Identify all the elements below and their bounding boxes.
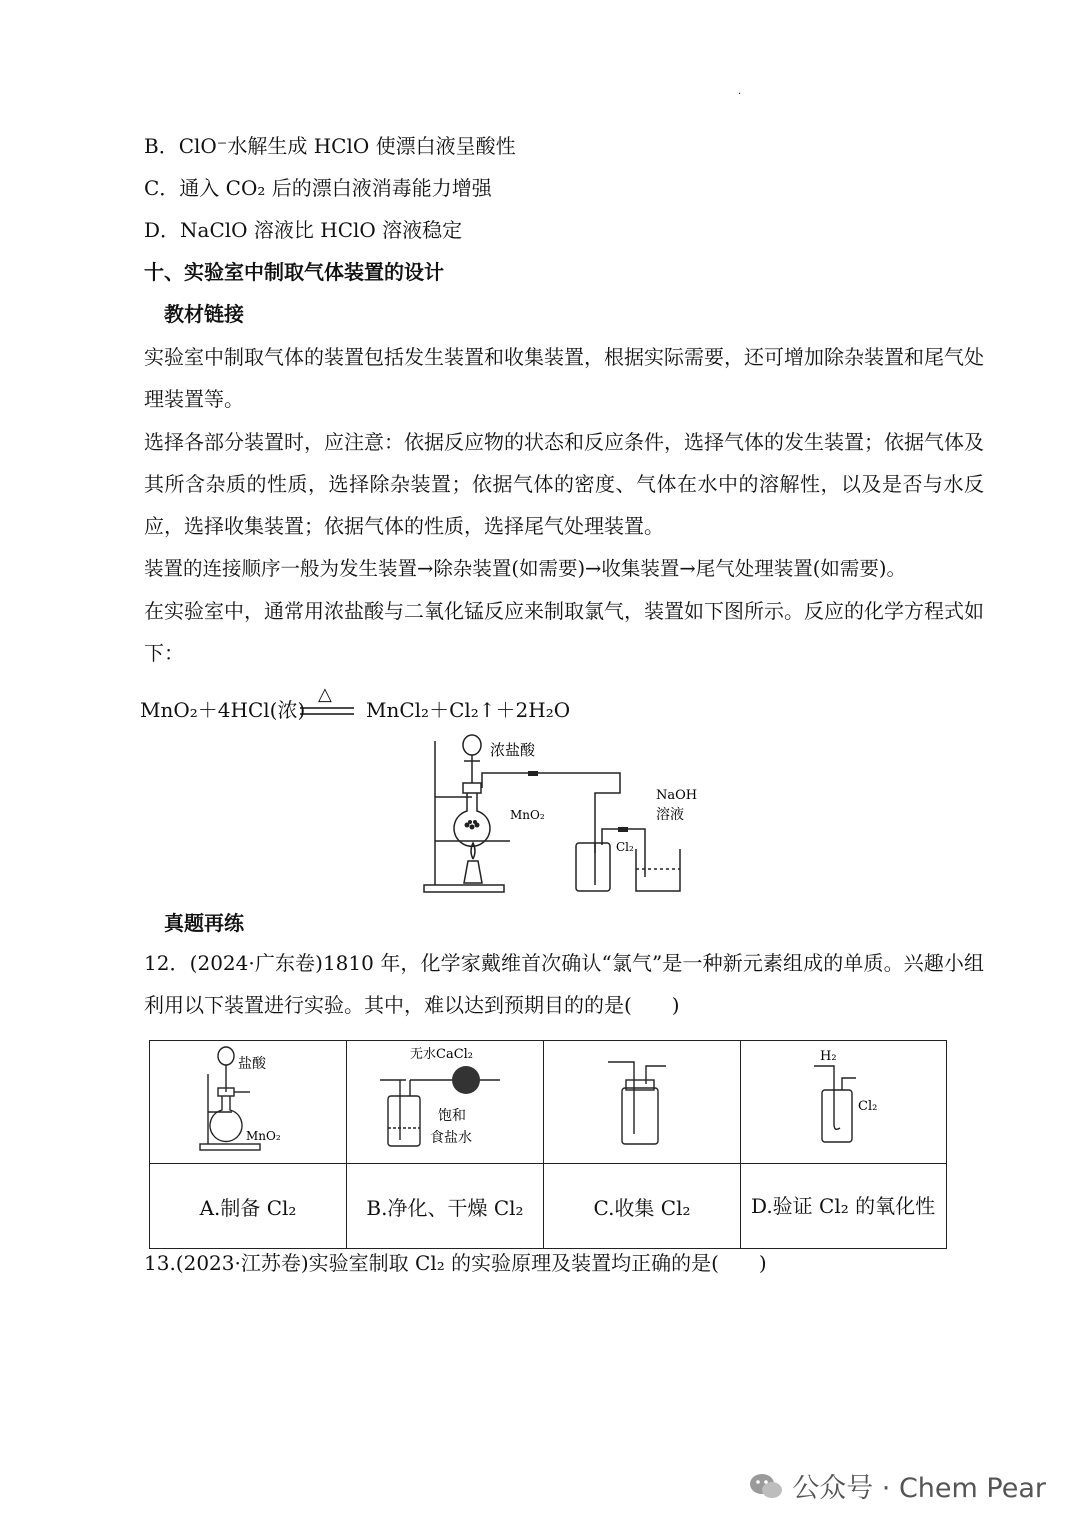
equation-condition: △ — [318, 684, 332, 705]
equation-left: MnO₂＋4HCl(浓) — [140, 698, 306, 722]
figure-label-solution: 溶液 — [656, 807, 684, 823]
apparatus-d-label-h2: H₂ — [819, 1048, 837, 1064]
watermark — [748, 1466, 1046, 1508]
paragraph-4-text: 在实验室中，通常用浓盐酸与二氧化锰反应来制取氯气，装置如下图所示。反应的化学方程式如下： — [144, 599, 984, 665]
figure-label-hcl: 浓盐酸 — [490, 741, 536, 759]
alcohol-lamp — [464, 861, 482, 883]
question-13: 13.(2023·江苏卷)实验室制取 Cl₂ 的实验原理及装置均正确的是( ) — [144, 1251, 767, 1275]
apparatus-b-image — [370, 1044, 520, 1156]
apparatus-d-label-cl2: Cl₂ — [857, 1098, 877, 1114]
apparatus-d-cell — [741, 1041, 947, 1164]
apparatus-c-cell — [544, 1041, 741, 1164]
paragraph-2-text: 选择各部分装置时，应注意：依据反应物的状态和反应条件，选择气体的发生装置；依据气体及其所含杂质的性质，选择除杂装置；依据气体的密度、气体在水中的溶解性，以及是否与水反应，选择收集装置；依据气体的性质，选择尾气处理装置。 — [144, 430, 984, 538]
figure-label-cl2: Cl₂ — [616, 840, 634, 854]
equation-right: MnCl₂＋Cl₂↑＋2H₂O — [366, 698, 571, 722]
paragraph-3: 装置的连接顺序一般为发生装置→除杂装置(如需要)→收集装置→尾气处理装置(如需要)。 — [144, 557, 906, 580]
apparatus-a-image — [188, 1044, 308, 1156]
equation-equals-sign — [298, 705, 358, 717]
option-b-cell: B.净化、干燥 Cl₂ — [347, 1164, 544, 1249]
apparatus-c-image — [582, 1044, 702, 1156]
paragraph-1-text: 实验室中制取气体的装置包括发生装置和收集装置，根据实际需要，还可增加除杂装置和尾气处理装置等。 — [144, 345, 984, 411]
apparatus-a-label-mno2: MnO₂ — [246, 1128, 281, 1143]
question-12-text: 12．(2024·广东卷)1810 年，化学家戴维首次确认“氯气”是一种新元素组成的单质。兴趣小组利用以下装置进行实验。其中，难以达到预期目的的是( ) — [144, 951, 984, 1017]
chlorine-apparatus-figure — [420, 733, 710, 898]
apparatus-b-cell — [347, 1041, 544, 1164]
apparatus-b-label-brine: 食盐水 — [430, 1129, 472, 1146]
gas-collecting-bottle — [576, 843, 610, 891]
drying-tube-bulb — [452, 1066, 480, 1094]
question-12 — [144, 942, 984, 1026]
paragraph-2 — [144, 421, 984, 547]
apparatus-a-cell — [150, 1041, 347, 1164]
paragraph-4 — [144, 590, 984, 674]
section-subtitle: 教材链接 — [164, 302, 244, 326]
apparatus-a-label-acid: 盐酸 — [238, 1055, 266, 1072]
dropping-funnel — [463, 735, 481, 755]
wechat-icon — [748, 1471, 784, 1508]
apparatus-d-image — [784, 1044, 904, 1156]
apparatus-b-label-saturated: 饱和 — [438, 1107, 466, 1124]
round-bottom-flask — [454, 793, 490, 846]
option-d-cell: D.验证 Cl₂ 的氧化性 — [741, 1164, 947, 1249]
option-d: D．NaClO 溶液比 HClO 溶液稳定 — [144, 218, 463, 242]
option-a-cell: A.制备 Cl₂ — [150, 1164, 347, 1249]
stray-dot: · — [738, 89, 742, 100]
practice-title: 真题再练 — [164, 911, 244, 935]
option-c-cell: C.收集 Cl₂ — [544, 1164, 741, 1249]
option-b: B．ClO⁻水解生成 HClO 使漂白液呈酸性 — [144, 134, 516, 158]
naoh-beaker — [636, 849, 680, 891]
stand-base — [424, 885, 504, 892]
section-title: 十、实验室中制取气体装置的设计 — [144, 260, 444, 284]
option-c: C．通入 CO₂ 后的漂白液消毒能力增强 — [144, 176, 492, 200]
figure-label-naoh: NaOH — [656, 788, 698, 803]
apparatus-b-label-cacl2: 无水CaCl₂ — [410, 1046, 474, 1062]
paragraph-1 — [144, 336, 984, 420]
question-12-table — [149, 1040, 947, 1249]
figure-label-mno2: MnO₂ — [510, 808, 545, 822]
watermark-text: 公众号 · Chem Pear — [792, 1473, 1046, 1504]
